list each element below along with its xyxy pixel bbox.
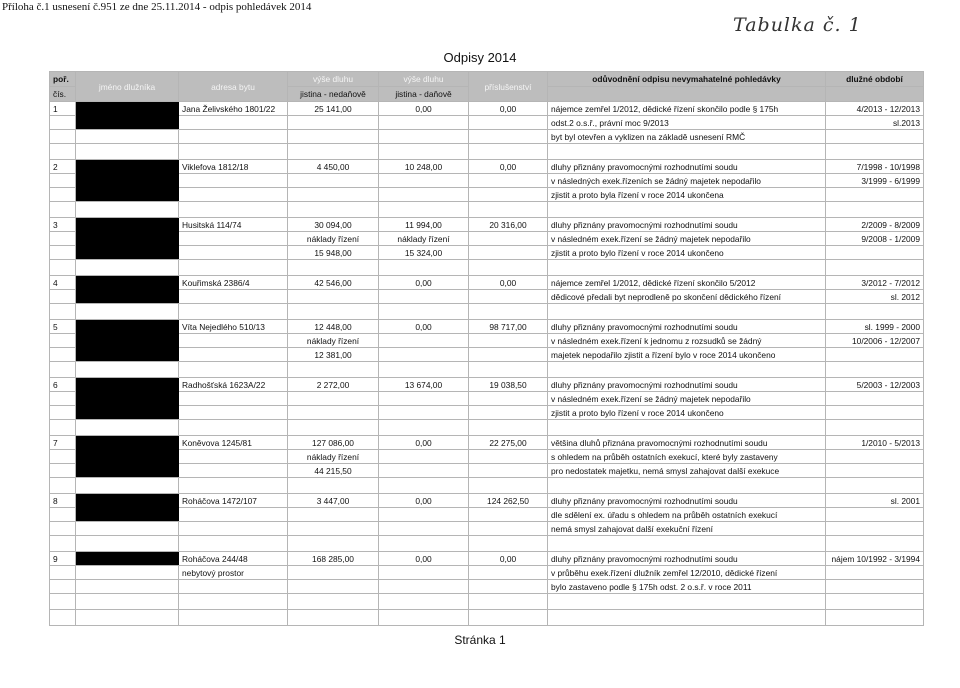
debt-nontax-cell: 42 546,00 [288,276,379,290]
reason-cell: v následném exek.řízení se žádný majetek nepodařilo [548,392,826,406]
table-row [50,378,924,392]
debt-nontax-cell: 2 272,00 [288,378,379,392]
period-cell: 10/2006 - 12/2007 [826,334,924,348]
debt-nontax-cell: 127 086,00 [288,436,379,450]
address-cell: Roháčova 244/48 [179,552,288,566]
col-order-2: čís. [50,87,76,102]
court-costs-cell: 15 948,00 [288,246,379,260]
col-reason: odůvodnění odpisu nevymahatelné pohledávky [548,72,826,87]
debt-nontax-cell: 30 094,00 [288,218,379,232]
debt-nontax-cell: 3 447,00 [288,494,379,508]
reason-cell: zjistit a proto bylo řízení v roce 2014 ukončeno [548,406,826,420]
reason-cell: zjistit a proto bylo řízení v roce 2014 ukončeno [548,246,826,260]
period-cell: 9/2008 - 1/2009 [826,232,924,246]
row-number: 8 [50,494,76,508]
table-row [50,320,924,334]
reason-cell: v průběhu exek.řízení dlužník zemřel 12/2010, dědické řízení [548,566,826,580]
period-cell: 4/2013 - 12/2013 [826,102,924,116]
table-row [50,102,924,116]
accessory-cell: 98 717,00 [469,320,548,334]
table-row [50,174,924,188]
redacted-name [76,436,179,450]
accessory-cell: 0,00 [469,276,548,290]
court-costs-label: náklady řízení [379,232,469,246]
redacted-name [76,276,179,290]
period-cell: 7/1998 - 10/1998 [826,160,924,174]
reason-cell: v následném exek.řízení se žádný majetek nepodařilo [548,232,826,246]
court-costs-cell: 15 324,00 [379,246,469,260]
period-cell: sl. 1999 - 2000 [826,320,924,334]
redacted-name [76,494,179,508]
table-row [50,580,924,594]
debt-tax-cell: 0,00 [379,276,469,290]
col-debt-nontax-2: jistina - nedaňově [288,87,379,102]
address-cell: Víta Nejedlého 510/13 [179,320,288,334]
table-row [50,494,924,508]
col-address: adresa bytu [179,72,288,102]
address-cell: Koněvova 1245/81 [179,436,288,450]
table-row [50,232,924,246]
court-costs-cell: 12 381,00 [288,348,379,362]
page-footer: Stránka 1 [454,633,506,647]
table-row [50,246,924,260]
col-period-2 [826,87,924,102]
table-row [50,436,924,450]
accessory-cell: 20 316,00 [469,218,548,232]
reason-cell: s ohledem na průběh ostatních exekucí, které byly zastaveny [548,450,826,464]
accessory-cell: 0,00 [469,160,548,174]
debt-tax-cell: 10 248,00 [379,160,469,174]
row-number: 5 [50,320,76,334]
debt-nontax-cell: 168 285,00 [288,552,379,566]
redacted-name [76,320,179,334]
address-cell: Jana Želivského 1801/22 [179,102,288,116]
row-number: 3 [50,218,76,232]
accessory-cell: 0,00 [469,552,548,566]
table-row [50,450,924,464]
address-cell: Viklefova 1812/18 [179,160,288,174]
redacted-name [76,218,179,232]
table-row [50,392,924,406]
header-note: Příloha č.1 usnesení č.951 ze dne 25.11.2014 - odpis pohledávek 2014 [2,1,312,13]
redacted-name [76,378,179,392]
table-row [50,188,924,202]
table-row [50,406,924,420]
col-debtor-name: jméno dlužníka [76,72,179,102]
reason-cell: nájemce zemřel 1/2012, dědické řízení skončilo 5/2012 [548,276,826,290]
table-row [50,334,924,348]
col-debt-tax-2: jistina - daňově [379,87,469,102]
row-number: 4 [50,276,76,290]
handwritten-annotation: Tabulka č. 1 [733,14,862,36]
table-row [50,276,924,290]
debt-tax-cell: 0,00 [379,494,469,508]
reason-cell: dluhy přiznány pravomocnými rozhodnutími soudu [548,218,826,232]
address-note-cell: nebytový prostor [179,566,288,580]
table-row [50,116,924,130]
period-cell: 2/2009 - 8/2009 [826,218,924,232]
table-row [50,160,924,174]
period-cell: sl. 2012 [826,290,924,304]
table-row [50,522,924,536]
accessory-cell: 22 275,00 [469,436,548,450]
reason-cell: dluhy přiznány pravomocnými rozhodnutími soudu [548,494,826,508]
reason-cell: dědicové předali byt neprodleně po skončení dědického řízení [548,290,826,304]
reason-cell: dluhy přiznány pravomocnými rozhodnutími soudu [548,552,826,566]
table-row [50,348,924,362]
reason-cell: byt byl otevřen a vyklizen na základě usnesení RMČ [548,130,826,144]
table-row [50,218,924,232]
period-cell: 1/2010 - 5/2013 [826,436,924,450]
accessory-cell: 0,00 [469,102,548,116]
table-row [50,130,924,144]
court-costs-label: náklady řízení [288,334,379,348]
reason-cell: nemá smysl zahajovat další exekuční řízení [548,522,826,536]
reason-cell: zjistit a proto byla řízení v roce 2014 ukončena [548,188,826,202]
debt-tax-cell: 13 674,00 [379,378,469,392]
debt-tax-cell: 0,00 [379,320,469,334]
document-title: Odpisy 2014 [443,50,517,65]
row-number: 9 [50,552,76,566]
court-costs-cell: 44 215,50 [288,464,379,478]
table-row [50,508,924,522]
col-order: poř. [50,72,76,87]
debt-tax-cell: 11 994,00 [379,218,469,232]
write-off-table [49,71,924,626]
period-cell: nájem 10/1992 - 3/1994 [826,552,924,566]
reason-cell: majetek nepodařilo zjistit a řízení bylo v roce 2014 ukončeno [548,348,826,362]
period-cell: 3/2012 - 7/2012 [826,276,924,290]
table-row [50,290,924,304]
col-accessory: příslušenství [469,72,548,102]
col-debt-tax: výše dluhu [379,72,469,87]
table-row [50,552,924,566]
table-row [50,464,924,478]
debt-nontax-cell: 4 450,00 [288,160,379,174]
header-row [50,72,924,87]
court-costs-label: náklady řízení [288,450,379,464]
reason-cell: v následném exek.řízení k jednomu z rozsudků se žádný [548,334,826,348]
redacted-name [76,552,179,566]
debt-nontax-cell: 12 448,00 [288,320,379,334]
reason-cell: pro nedostatek majetku, nemá smysl zahajovat další exekuce [548,464,826,478]
period-cell: sl. 2001 [826,494,924,508]
debt-tax-cell: 0,00 [379,436,469,450]
period-cell: 3/1999 - 6/1999 [826,174,924,188]
address-cell: Roháčova 1472/107 [179,494,288,508]
reason-cell: dluhy přiznány pravomocnými rozhodnutími soudu [548,320,826,334]
address-cell: Kouřimská 2386/4 [179,276,288,290]
accessory-cell: 124 262,50 [469,494,548,508]
col-period: dlužné období [826,72,924,87]
reason-cell: odst.2 o.s.ř., právní moc 9/2013 [548,116,826,130]
col-reason-2 [548,87,826,102]
reason-cell: bylo zastaveno podle § 175h odst. 2 o.s.ř. v roce 2011 [548,580,826,594]
row-number: 2 [50,160,76,174]
address-cell: Husitská 114/74 [179,218,288,232]
row-number: 6 [50,378,76,392]
reason-cell: dluhy přiznány pravomocnými rozhodnutími soudu [548,378,826,392]
debt-nontax-cell: 25 141,00 [288,102,379,116]
row-number: 7 [50,436,76,450]
reason-cell: dluhy přiznány pravomocnými rozhodnutími soudu [548,160,826,174]
address-cell: Radhošťská 1623A/22 [179,378,288,392]
col-debt-nontax: výše dluhu [288,72,379,87]
period-cell: 5/2003 - 12/2003 [826,378,924,392]
court-costs-label: náklady řízení [288,232,379,246]
period-cell: sl.2013 [826,116,924,130]
row-number: 1 [50,102,76,116]
reason-cell: většina dluhů přiznána pravomocnými rozhodnutími soudu [548,436,826,450]
table-row [50,566,924,580]
reason-cell: v následných exek.řízeních se žádný majetek nepodařilo [548,174,826,188]
redacted-name [76,102,179,116]
accessory-cell: 19 038,50 [469,378,548,392]
debt-tax-cell: 0,00 [379,552,469,566]
debt-tax-cell: 0,00 [379,102,469,116]
reason-cell: dle sdělení ex. úřadu s ohledem na průběh ostatních exekucí [548,508,826,522]
redacted-name [76,160,179,174]
reason-cell: nájemce zemřel 1/2012, dědické řízení skončilo podle § 175h [548,102,826,116]
